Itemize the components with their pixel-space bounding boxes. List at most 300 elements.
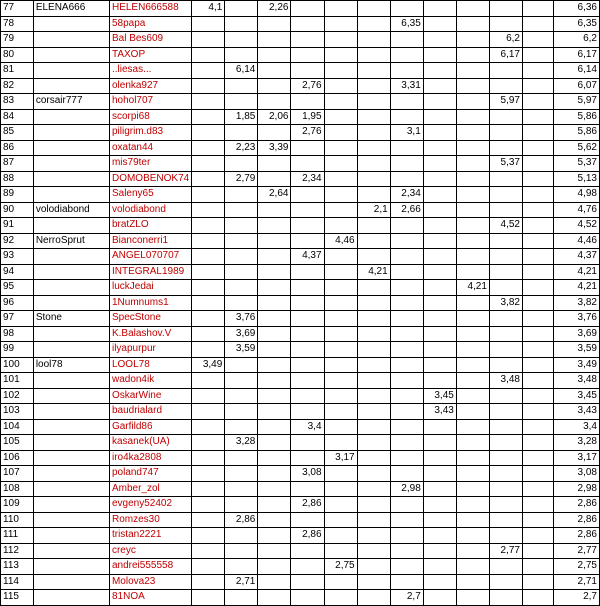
score-cell — [523, 1, 554, 17]
score-cell — [489, 1, 522, 17]
team-cell — [33, 419, 109, 435]
score-cell: 2,71 — [225, 574, 258, 590]
score-cell — [324, 590, 357, 606]
total-cell: 3,45 — [554, 388, 600, 404]
score-cell — [423, 357, 456, 373]
score-cell — [456, 47, 489, 63]
score-cell — [258, 326, 291, 342]
total-cell: 5,62 — [554, 140, 600, 156]
score-cell: 2,34 — [390, 187, 423, 203]
score-cell — [456, 32, 489, 48]
score-cell: 2,86 — [291, 497, 324, 513]
score-cell — [258, 311, 291, 327]
score-cell — [489, 559, 522, 575]
score-cell — [324, 574, 357, 590]
total-cell: 6,36 — [554, 1, 600, 17]
team-cell: corsair777 — [33, 94, 109, 110]
score-cell — [357, 109, 390, 125]
table-row — [1, 109, 600, 125]
score-cell — [456, 574, 489, 590]
team-cell — [33, 280, 109, 296]
player-name-cell: INTEGRAL1989 — [109, 264, 191, 280]
score-cell — [258, 233, 291, 249]
score-cell — [456, 311, 489, 327]
player-name-cell: LOOL78 — [109, 357, 191, 373]
table-row — [1, 125, 600, 141]
team-cell — [33, 543, 109, 559]
table-row — [1, 435, 600, 451]
score-cell — [258, 450, 291, 466]
rank-cell: 100 — [1, 357, 34, 373]
player-name-cell: 81NOA — [109, 590, 191, 606]
score-cell — [192, 78, 225, 94]
score-cell — [489, 326, 522, 342]
score-cell — [523, 156, 554, 172]
player-name-cell: 58papa — [109, 16, 191, 32]
total-cell: 4,21 — [554, 280, 600, 296]
player-name-cell: DOMOBENOK74 — [109, 171, 191, 187]
score-cell — [192, 404, 225, 420]
score-cell — [291, 218, 324, 234]
score-cell — [324, 543, 357, 559]
score-cell: 2,75 — [324, 559, 357, 575]
score-cell — [258, 342, 291, 358]
score-cell: 4,1 — [192, 1, 225, 17]
score-cell — [225, 559, 258, 575]
score-cell — [423, 512, 456, 528]
total-cell: 4,76 — [554, 202, 600, 218]
total-cell: 2,77 — [554, 543, 600, 559]
score-cell — [225, 357, 258, 373]
score-cell — [225, 1, 258, 17]
score-cell — [423, 419, 456, 435]
score-cell: 3,48 — [489, 373, 522, 389]
player-name-cell: tristan2221 — [109, 528, 191, 544]
score-cell — [489, 466, 522, 482]
rank-cell: 84 — [1, 109, 34, 125]
score-cell — [489, 249, 522, 265]
player-name-cell: Bianconerri1 — [109, 233, 191, 249]
player-name-cell: Garfild86 — [109, 419, 191, 435]
rank-cell: 87 — [1, 156, 34, 172]
score-cell — [357, 218, 390, 234]
score-cell — [324, 202, 357, 218]
score-cell — [390, 326, 423, 342]
score-cell: 3,39 — [258, 140, 291, 156]
score-cell — [225, 528, 258, 544]
score-cell — [225, 202, 258, 218]
score-cell — [523, 450, 554, 466]
table-row — [1, 16, 600, 32]
score-cell — [324, 388, 357, 404]
score-cell — [192, 295, 225, 311]
total-cell: 3,76 — [554, 311, 600, 327]
score-cell — [489, 590, 522, 606]
player-name-cell: ilyapurpur — [109, 342, 191, 358]
score-cell — [456, 342, 489, 358]
total-cell: 2,7 — [554, 590, 600, 606]
score-cell — [523, 140, 554, 156]
total-cell: 4,52 — [554, 218, 600, 234]
table-row — [1, 450, 600, 466]
score-cell — [225, 590, 258, 606]
score-cell — [390, 450, 423, 466]
score-cell — [423, 32, 456, 48]
team-cell — [33, 187, 109, 203]
rank-cell: 110 — [1, 512, 34, 528]
team-cell — [33, 264, 109, 280]
rank-cell: 81 — [1, 63, 34, 79]
score-cell: 3,1 — [390, 125, 423, 141]
score-cell — [225, 388, 258, 404]
score-cell — [225, 16, 258, 32]
score-cell — [456, 419, 489, 435]
team-cell: ELENA666 — [33, 1, 109, 17]
score-cell — [456, 16, 489, 32]
score-cell — [324, 466, 357, 482]
score-cell — [192, 249, 225, 265]
score-cell — [291, 435, 324, 451]
team-cell — [33, 32, 109, 48]
rank-cell: 78 — [1, 16, 34, 32]
score-cell — [291, 404, 324, 420]
table-row — [1, 559, 600, 575]
total-cell: 4,98 — [554, 187, 600, 203]
score-cell — [291, 233, 324, 249]
table-row — [1, 280, 600, 296]
score-cell — [258, 466, 291, 482]
score-cell — [357, 528, 390, 544]
total-cell: 5,97 — [554, 94, 600, 110]
score-cell — [456, 497, 489, 513]
team-cell — [33, 171, 109, 187]
score-cell — [192, 466, 225, 482]
score-cell — [423, 264, 456, 280]
rank-cell: 92 — [1, 233, 34, 249]
score-cell — [423, 280, 456, 296]
score-cell: 3,31 — [390, 78, 423, 94]
rank-cell: 90 — [1, 202, 34, 218]
score-cell: 3,45 — [423, 388, 456, 404]
score-cell — [456, 218, 489, 234]
score-cell — [456, 1, 489, 17]
player-name-cell: K.Balashov.V — [109, 326, 191, 342]
score-cell — [390, 32, 423, 48]
score-cell — [489, 63, 522, 79]
score-cell — [390, 497, 423, 513]
score-cell — [324, 295, 357, 311]
score-cell — [225, 249, 258, 265]
score-cell — [225, 497, 258, 513]
player-name-cell: SpecStone — [109, 311, 191, 327]
score-cell — [357, 295, 390, 311]
player-name-cell: luckJedai — [109, 280, 191, 296]
score-cell: 2,1 — [357, 202, 390, 218]
total-cell: 3,59 — [554, 342, 600, 358]
score-cell — [225, 125, 258, 141]
team-cell — [33, 295, 109, 311]
score-cell — [357, 543, 390, 559]
score-cell — [489, 528, 522, 544]
rank-cell: 86 — [1, 140, 34, 156]
score-cell — [357, 435, 390, 451]
total-cell: 3,08 — [554, 466, 600, 482]
score-cell: 2,77 — [489, 543, 522, 559]
score-cell — [390, 171, 423, 187]
table-row — [1, 233, 600, 249]
rank-cell: 111 — [1, 528, 34, 544]
score-cell: 2,79 — [225, 171, 258, 187]
total-cell: 4,46 — [554, 233, 600, 249]
score-cell — [258, 388, 291, 404]
total-cell: 2,86 — [554, 512, 600, 528]
score-cell — [291, 326, 324, 342]
player-name-cell: oxatan44 — [109, 140, 191, 156]
score-cell: 3,76 — [225, 311, 258, 327]
score-cell — [390, 218, 423, 234]
score-cell — [423, 450, 456, 466]
score-cell — [192, 218, 225, 234]
score-cell: 6,2 — [489, 32, 522, 48]
score-cell — [456, 94, 489, 110]
score-cell — [523, 466, 554, 482]
score-cell — [423, 528, 456, 544]
team-cell — [33, 249, 109, 265]
score-cell — [523, 574, 554, 590]
score-cell — [258, 435, 291, 451]
score-cell — [423, 47, 456, 63]
team-cell — [33, 450, 109, 466]
score-cell — [456, 435, 489, 451]
player-name-cell: evgeny52402 — [109, 497, 191, 513]
score-cell — [192, 419, 225, 435]
score-cell — [357, 481, 390, 497]
score-cell — [523, 171, 554, 187]
score-cell — [192, 187, 225, 203]
total-cell: 3,49 — [554, 357, 600, 373]
score-cell — [324, 326, 357, 342]
score-cell — [423, 435, 456, 451]
score-cell — [390, 63, 423, 79]
player-name-cell: mis79ter — [109, 156, 191, 172]
score-cell: 2,76 — [291, 125, 324, 141]
score-cell — [523, 419, 554, 435]
total-cell: 6,2 — [554, 32, 600, 48]
total-cell: 4,21 — [554, 264, 600, 280]
score-cell — [357, 373, 390, 389]
score-cell — [357, 450, 390, 466]
score-cell — [258, 94, 291, 110]
score-cell — [523, 249, 554, 265]
score-cell — [523, 16, 554, 32]
table-row — [1, 373, 600, 389]
score-cell — [357, 388, 390, 404]
score-cell — [423, 466, 456, 482]
score-cell — [258, 419, 291, 435]
score-cell — [324, 156, 357, 172]
score-cell — [324, 1, 357, 17]
score-cell — [357, 559, 390, 575]
score-cell — [423, 78, 456, 94]
score-cell: 1,85 — [225, 109, 258, 125]
score-cell — [489, 233, 522, 249]
score-cell — [291, 559, 324, 575]
score-cell — [423, 326, 456, 342]
score-cell — [523, 280, 554, 296]
score-cell — [357, 249, 390, 265]
team-cell — [33, 388, 109, 404]
player-name-cell: TAXOP — [109, 47, 191, 63]
score-cell — [456, 187, 489, 203]
score-cell — [523, 125, 554, 141]
score-cell — [423, 1, 456, 17]
table-row — [1, 311, 600, 327]
rank-cell: 83 — [1, 94, 34, 110]
score-cell — [324, 47, 357, 63]
score-cell — [489, 574, 522, 590]
player-name-cell: OskarWine — [109, 388, 191, 404]
score-cell — [291, 264, 324, 280]
player-name-cell: baudrialard — [109, 404, 191, 420]
score-cell — [357, 574, 390, 590]
score-cell — [523, 187, 554, 203]
score-cell — [225, 94, 258, 110]
score-cell — [456, 466, 489, 482]
score-cell — [192, 94, 225, 110]
table-row — [1, 497, 600, 513]
player-name-cell: ANGEL070707 — [109, 249, 191, 265]
score-cell — [291, 16, 324, 32]
rank-cell: 106 — [1, 450, 34, 466]
score-cell — [225, 78, 258, 94]
score-cell — [225, 450, 258, 466]
score-cell — [291, 295, 324, 311]
score-cell — [225, 32, 258, 48]
score-cell: 5,37 — [489, 156, 522, 172]
score-cell — [523, 326, 554, 342]
score-cell — [324, 342, 357, 358]
total-cell: 3,69 — [554, 326, 600, 342]
score-cell — [357, 590, 390, 606]
score-cell — [523, 342, 554, 358]
score-cell — [456, 171, 489, 187]
score-cell — [423, 16, 456, 32]
score-cell — [390, 419, 423, 435]
team-cell — [33, 512, 109, 528]
score-cell — [291, 1, 324, 17]
score-cell — [357, 32, 390, 48]
score-cell — [523, 497, 554, 513]
score-cell — [192, 590, 225, 606]
score-cell — [225, 373, 258, 389]
score-cell — [357, 357, 390, 373]
score-cell — [357, 1, 390, 17]
score-cell — [258, 590, 291, 606]
score-cell — [390, 435, 423, 451]
score-cell — [456, 264, 489, 280]
score-cell — [489, 388, 522, 404]
score-cell — [192, 450, 225, 466]
rank-cell: 104 — [1, 419, 34, 435]
score-cell — [225, 233, 258, 249]
score-cell — [258, 574, 291, 590]
table-row — [1, 574, 600, 590]
score-cell — [324, 404, 357, 420]
score-cell — [456, 140, 489, 156]
score-cell — [291, 32, 324, 48]
score-cell — [192, 311, 225, 327]
score-cell — [357, 156, 390, 172]
score-cell — [324, 218, 357, 234]
score-cell — [456, 249, 489, 265]
team-cell: lool78 — [33, 357, 109, 373]
score-cell — [456, 481, 489, 497]
score-cell — [390, 388, 423, 404]
table-row — [1, 528, 600, 544]
score-cell — [423, 311, 456, 327]
rank-cell: 114 — [1, 574, 34, 590]
rank-cell: 88 — [1, 171, 34, 187]
rank-cell: 79 — [1, 32, 34, 48]
score-cell — [324, 63, 357, 79]
score-cell — [456, 63, 489, 79]
table-row — [1, 543, 600, 559]
score-cell — [523, 202, 554, 218]
rank-cell: 89 — [1, 187, 34, 203]
rank-cell: 93 — [1, 249, 34, 265]
score-cell — [489, 171, 522, 187]
score-cell — [456, 357, 489, 373]
table-row — [1, 202, 600, 218]
score-cell — [324, 497, 357, 513]
team-cell — [33, 497, 109, 513]
table-row — [1, 1, 600, 17]
score-cell — [489, 512, 522, 528]
score-cell — [192, 559, 225, 575]
score-cell: 4,46 — [324, 233, 357, 249]
score-cell — [456, 295, 489, 311]
score-cell: 3,4 — [291, 419, 324, 435]
rank-cell: 107 — [1, 466, 34, 482]
score-cell — [324, 249, 357, 265]
score-cell — [523, 233, 554, 249]
score-cell — [523, 32, 554, 48]
score-cell — [456, 125, 489, 141]
table-row — [1, 218, 600, 234]
score-cell — [192, 16, 225, 32]
score-cell — [291, 543, 324, 559]
score-cell — [192, 140, 225, 156]
score-cell — [225, 47, 258, 63]
total-cell: 4,37 — [554, 249, 600, 265]
score-cell — [291, 512, 324, 528]
score-cell — [489, 187, 522, 203]
team-cell — [33, 466, 109, 482]
score-cell — [291, 357, 324, 373]
rank-cell: 113 — [1, 559, 34, 575]
score-cell — [456, 156, 489, 172]
total-cell: 2,98 — [554, 481, 600, 497]
table-row — [1, 466, 600, 482]
score-cell: 4,21 — [357, 264, 390, 280]
table-row — [1, 94, 600, 110]
score-cell — [523, 481, 554, 497]
score-cell — [291, 450, 324, 466]
score-cell — [258, 497, 291, 513]
score-cell: 6,17 — [489, 47, 522, 63]
score-cell — [523, 528, 554, 544]
score-cell: 2,06 — [258, 109, 291, 125]
